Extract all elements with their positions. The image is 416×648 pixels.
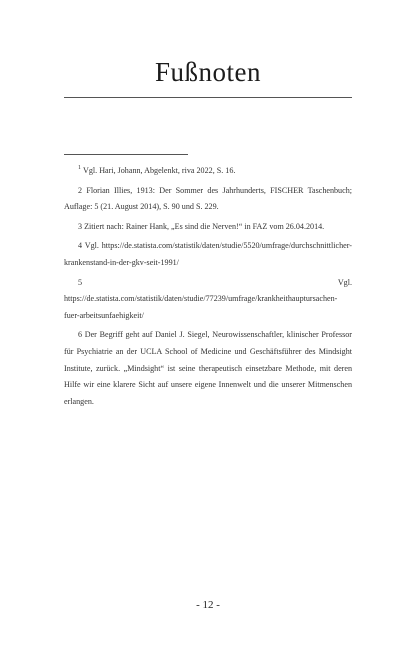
footnote-mark: 3	[78, 221, 83, 231]
footnote-text: Vgl. https://de.statista.com/statistik/daten/studie/77239/umfrage/krankheithauptursachen-fuer-arbeitsunfaehigkeit/	[64, 277, 352, 320]
footnote-mark: 1	[78, 165, 81, 171]
footnote-text: Vgl. Hari, Johann, Abgelenkt, riva 2022, S. 16.	[83, 166, 236, 175]
footnote-text: Der Begriff geht auf Daniel J. Siegel, Neurowissenschaftler, klinischer Professor für Psychiatrie an der UCLA School of Medicine und Geschäftsführer des Mindsight Institute, zurück. „Mindsight“ ist seine therapeutisch einsetzbare Methode, mit deren Hilfe wir eine klarere Sicht auf unsere eigene Innenwelt und die unserer Mitmenschen erlangen.	[64, 330, 352, 406]
page-title: Fußnoten	[154, 57, 261, 87]
footnote-1	[64, 160, 352, 180]
footnote-mark: 5	[78, 277, 83, 287]
footnote-mark: 6	[78, 330, 83, 340]
footnote-text: Florian Illies, 1913: Der Sommer des Jahrhunderts, FISCHER Taschenbuch; Auflage: 5 (21. August 2014), S. 90 und S. 229.	[64, 185, 352, 212]
footnote-3	[64, 219, 352, 236]
footnote-text: Vgl. https://de.statista.com/statistik/daten/studie/5520/umfrage/durchschnittlicher-krankenstand-in-der-gkv-seit-1991/	[64, 241, 352, 267]
title-divider	[64, 97, 352, 98]
footnote-divider	[64, 154, 188, 155]
footnote-5	[64, 275, 352, 325]
footnote-mark: 2	[78, 185, 83, 195]
page-number: - 12 -	[196, 599, 220, 611]
footnote-mark: 4	[78, 241, 83, 251]
footnote-4	[64, 238, 352, 271]
footnote-list	[64, 160, 352, 413]
footnote-text: Zitiert nach: Rainer Hank, „Es sind die Nerven!“ in FAZ vom 26.04.2014.	[84, 221, 325, 231]
footnote-6	[64, 327, 352, 410]
footnote-2	[64, 183, 352, 216]
